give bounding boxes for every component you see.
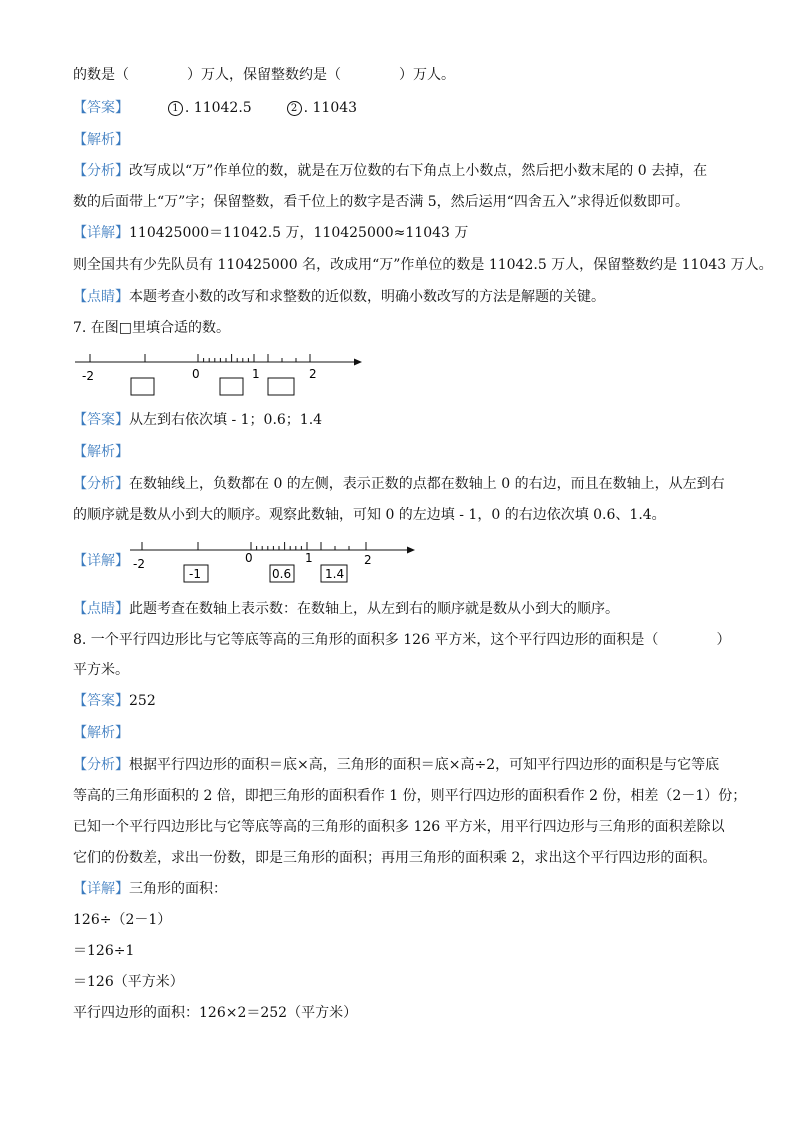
q6-dianjing: 【点睛】本题考查小数的改写和求整数的近似数，明确小数改写的方法是解题的关键。 [73, 289, 605, 305]
box-value: 0.6 [272, 567, 292, 581]
tick-label: 0 [245, 551, 253, 565]
q8-answer: 【答案】252 [73, 693, 156, 709]
q7-fenxi-1: 【分析】在数轴线上，负数都在 0 的左侧，表示正数的点都在数轴上 0 的右边，而且在数轴上，从左到右 [73, 476, 725, 492]
tick-label: 2 [309, 367, 317, 381]
q8-fenxi-4: 它们的份数差，求出一份数，即是三角形的面积；再用三角形的面积乘 2，求出这个平行四边形的面积。 [73, 850, 717, 866]
blank-box[interactable] [268, 378, 294, 395]
tick-label: -2 [82, 369, 94, 383]
q8-fenxi-2: 等高的三角形面积的 2 倍，即把三角形的面积看作 1 份，则平行四边形的面积看作 2 份，相差（2－1）份； [73, 788, 747, 804]
calc-step: ＝126÷1 [73, 943, 135, 959]
q8-fenxi-1: 【分析】根据平行四边形的面积＝底×高，三角形的面积＝底×高÷2，可知平行四边形的面积是与它等底 [73, 757, 720, 773]
q8-analysis-heading: 【解析】 [73, 725, 129, 741]
q7-answer: 【答案】从左到右依次填 - 1；0.6；1.4 [73, 412, 323, 428]
number-line-question [70, 348, 370, 400]
q8-xiangjie: 【详解】三角形的面积： [73, 881, 227, 897]
q6-fenxi-1: 【分析】改写成以“万”作单位的数，就是在万位数的右下角点上小数点，然后把小数末尾的 0 去掉，在 [73, 163, 708, 179]
q6-fenxi-2: 数的后面带上“万”字；保留整数，看千位上的数字是否满 5，然后运用“四舍五入”求得近似数即可。 [73, 194, 689, 210]
q8-fenxi-3: 已知一个平行四边形比与它等底等高的三角形的面积多 126 平方米，用平行四边形与三角形的面积差除以 [73, 819, 725, 835]
calc-step: ＝126（平方米） [73, 974, 184, 990]
q7-analysis-heading: 【解析】 [73, 444, 129, 460]
box-value: 1.4 [325, 567, 345, 581]
circled-number: 2 [287, 101, 302, 116]
number-line-solution [128, 538, 420, 588]
tick-label: 1 [252, 367, 260, 381]
q8-title-1: 8. 一个平行四边形比与它等底等高的三角形的面积多 126 平方米，这个平行四边形的面积是（ ） [73, 632, 731, 648]
q7-xiangjie: 【详解】 [73, 553, 129, 569]
tick-label: 0 [192, 367, 200, 381]
calc-step: 平行四边形的面积：126×2＝252（平方米） [73, 1005, 358, 1021]
q6-fill-line: 的数是（ ）万人，保留整数约是（ ）万人。 [73, 67, 455, 83]
q7-dianjing: 【点睛】此题考查在数轴上表示数：在数轴上，从左到右的顺序就是数从小到大的顺序。 [73, 601, 619, 617]
circled-number: 1 [168, 101, 183, 116]
blank-box[interactable] [220, 378, 243, 395]
answer-label: 【答案】 [73, 100, 129, 116]
tick-label: -2 [133, 557, 145, 571]
q6-conclusion: 则全国共有少先队员有 110425000 名，改成用“万”作单位的数是 11042.5 万人，保留整数约是 11043 万人。 [73, 257, 773, 273]
q7-title: 7. 在图□里填合适的数。 [73, 320, 231, 336]
box-value: -1 [189, 567, 201, 581]
tick-label: 2 [364, 553, 372, 567]
q7-fenxi-2: 的顺序就是数从小到大的顺序。观察此数轴，可知 0 的左边填 - 1，0 的右边依次填 0.6、1.4。 [73, 507, 666, 523]
q6-analysis-heading: 【解析】 [73, 132, 129, 148]
calc-step: 126÷（2－1） [73, 912, 172, 928]
blank-box[interactable] [131, 378, 154, 395]
q8-title-2: 平方米。 [73, 662, 129, 678]
tick-label: 1 [305, 551, 313, 565]
q6-answer: 【答案】 1 . 11042.5 2 . 11043 [73, 100, 358, 116]
q6-xiangjie: 【详解】110425000＝11042.5 万，110425000≈11043 万 [73, 225, 469, 241]
